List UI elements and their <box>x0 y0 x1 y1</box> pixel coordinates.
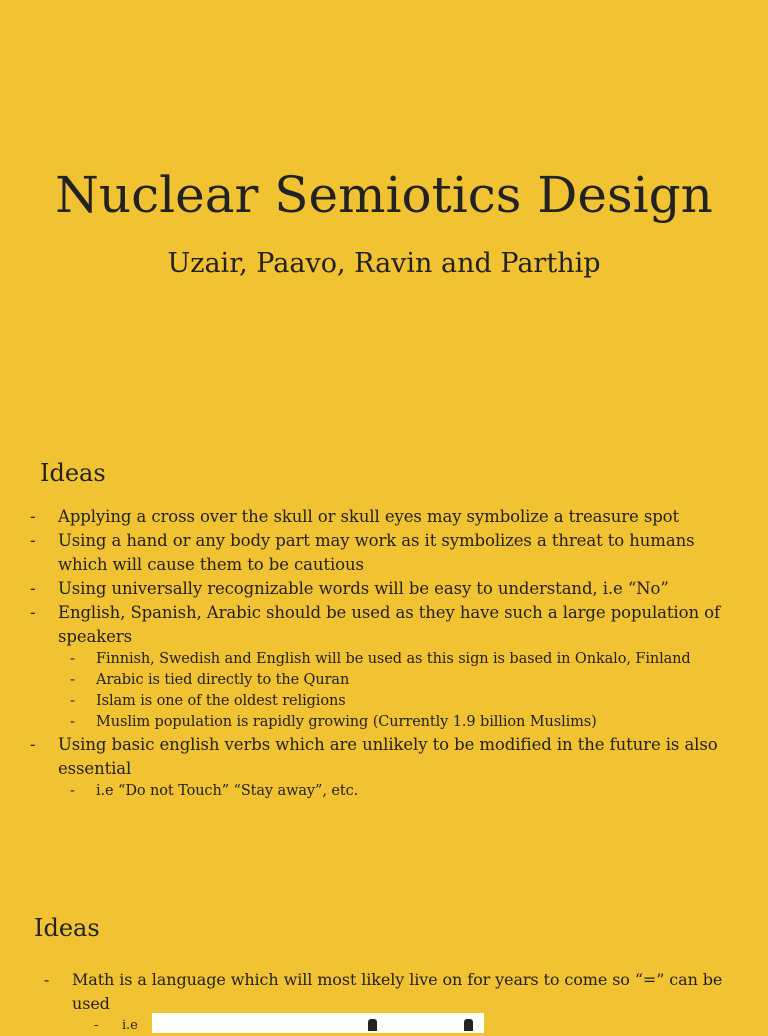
sub-list-item: - Arabic is tied directly to the Quran <box>58 670 746 691</box>
list-item: - Using universally recognizable words will be easy to understand, i.e “No” <box>30 577 746 601</box>
list-item-text: Math is a language which will most likely live on for years to come so “=” can be used <box>72 970 723 1013</box>
sub-list-item: - i.e <box>72 1016 746 1036</box>
sub-list-item: - Islam is one of the oldest religions <box>58 691 746 712</box>
list-item: - Applying a cross over the skull or skull eyes may symbolize a treasure spot <box>30 505 746 529</box>
list-item-text: Using basic english verbs which are unlikely to be modified in the future is also essential <box>58 735 718 778</box>
presentation-title: Nuclear Semiotics Design <box>55 166 713 224</box>
image-figure-mark <box>368 1019 377 1031</box>
slide-heading: Ideas <box>34 914 100 942</box>
sub-list-item: - Finnish, Swedish and English will be used as this sign is based in Onkalo, Finland <box>58 649 746 670</box>
sub-list-item: - i.e “Do not Touch” “Stay away”, etc. <box>58 781 746 802</box>
image-figure-mark <box>464 1019 473 1031</box>
equals-sign-image <box>152 1013 484 1033</box>
list-item-text: English, Spanish, Arabic should be used as they have such a large population of speakers <box>58 603 720 646</box>
presentation-authors: Uzair, Paavo, Ravin and Parthip <box>167 248 601 279</box>
sub-list-item: - Muslim population is rapidly growing (Currently 1.9 billion Muslims) <box>58 712 746 733</box>
list-item: - Using a hand or any body part may work as it symbolizes a threat to humans which will cause them to be cautious <box>30 529 746 577</box>
slide-heading: Ideas <box>40 459 106 487</box>
